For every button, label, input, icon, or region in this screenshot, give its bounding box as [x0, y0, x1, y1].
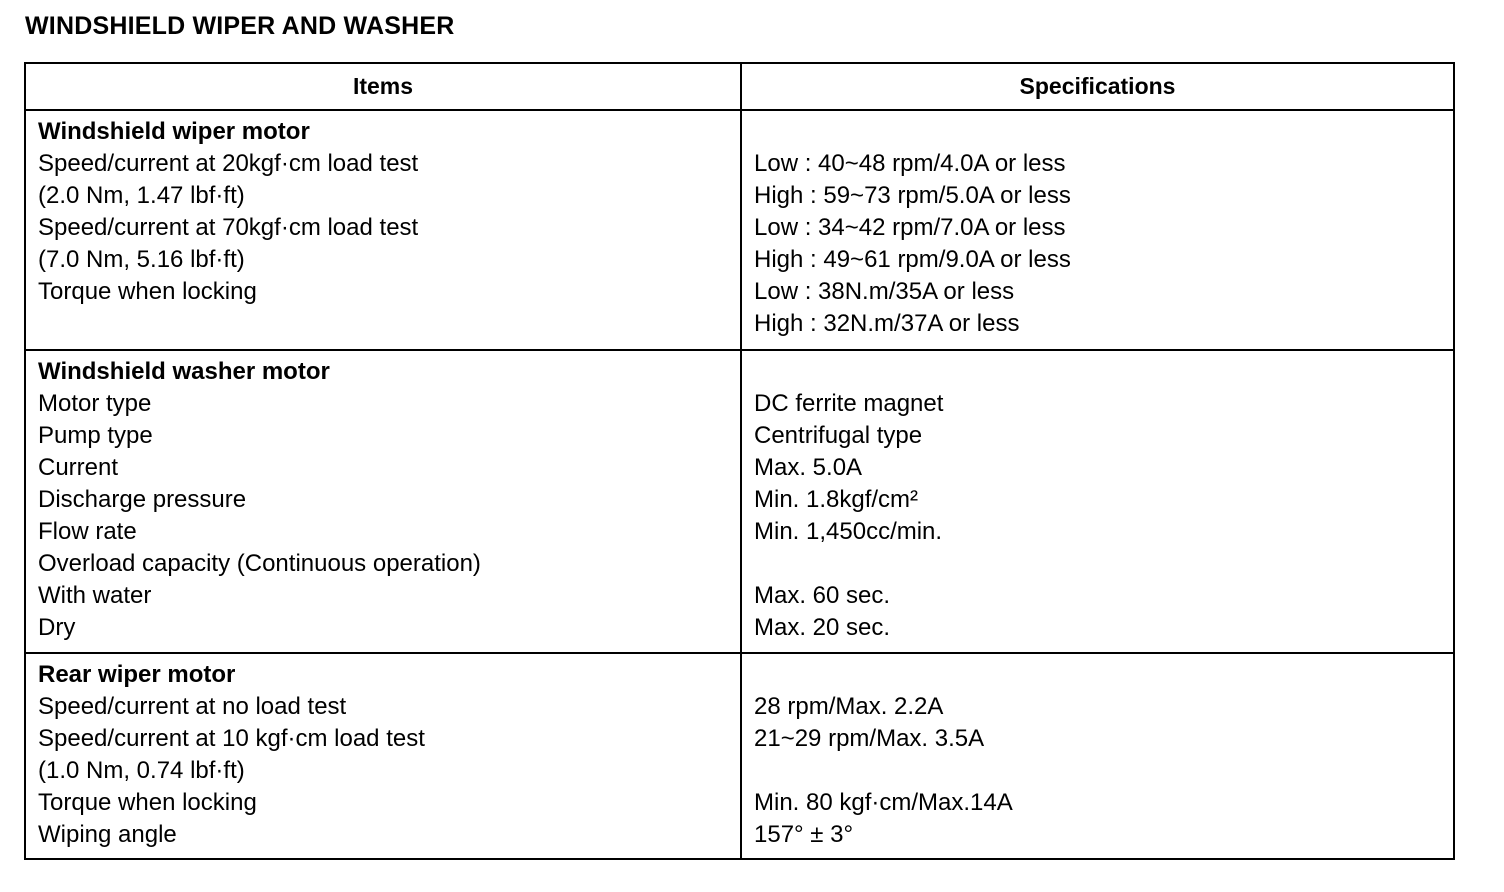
spec-line: 28 rpm/Max. 2.2A: [754, 693, 944, 720]
item-line: Current: [38, 454, 119, 481]
table-header: [26, 64, 1453, 111]
item-line: (2.0 Nm, 1.47 lbf·ft): [38, 182, 245, 209]
specs-cell: [742, 111, 1453, 349]
spec-line: Min. 1,450cc/min.: [754, 518, 943, 545]
spec-line: Min. 80 kgf·cm/Max.14A: [754, 789, 1013, 816]
page-title: WINDSHIELD WIPER AND WASHER: [25, 12, 455, 40]
items-cell: [26, 111, 742, 349]
specs-cell: [742, 351, 1453, 652]
item-line: Motor type: [38, 390, 152, 417]
spec-line: Max. 60 sec.: [754, 582, 891, 609]
item-line: Dry: [38, 614, 76, 641]
item-line: Speed/current at no load test: [38, 693, 347, 720]
spec-line: [754, 548, 1453, 580]
header-specifications: Specifications: [1019, 73, 1176, 99]
item-line: Speed/current at 20kgf·cm load test: [38, 150, 419, 177]
spec-line: 21~29 rpm/Max. 3.5A: [754, 725, 985, 752]
section-heading: Windshield wiper motor: [38, 118, 310, 145]
section-heading: Windshield washer motor: [38, 358, 330, 385]
item-line: Speed/current at 70kgf·cm load test: [38, 214, 419, 241]
item-line: [38, 308, 740, 340]
header-items: Items: [26, 64, 742, 109]
section-rear-wiper-motor: [26, 654, 1453, 858]
item-line: Torque when locking: [38, 278, 257, 305]
spec-line: High : 49~61 rpm/9.0A or less: [754, 246, 1071, 273]
item-line: (1.0 Nm, 0.74 lbf·ft): [38, 757, 245, 784]
section-heading: Rear wiper motor: [38, 661, 236, 688]
spec-line: High : 32N.m/37A or less: [754, 310, 1020, 337]
spec-line: Low : 34~42 rpm/7.0A or less: [754, 214, 1066, 241]
spec-line: DC ferrite magnet: [754, 390, 944, 417]
spec-line: 157° ± 3°: [754, 821, 854, 848]
section-windshield-washer-motor: [26, 351, 1453, 654]
spec-table: [24, 62, 1455, 860]
items-cell: [26, 654, 742, 858]
item-line: Discharge pressure: [38, 486, 247, 513]
specs-cell: [742, 654, 1453, 858]
spec-line: Min. 1.8kgf/cm²: [754, 486, 919, 513]
item-line: Flow rate: [38, 518, 137, 545]
item-line: Pump type: [38, 422, 153, 449]
spec-line: Max. 20 sec.: [754, 614, 891, 641]
item-line: Speed/current at 10 kgf·cm load test: [38, 725, 425, 752]
spec-line: [754, 755, 1453, 787]
items-cell: [26, 351, 742, 652]
item-line: Torque when locking: [38, 789, 257, 816]
item-line: Wiping angle: [38, 821, 177, 848]
section-windshield-wiper-motor: [26, 111, 1453, 351]
spec-line: High : 59~73 rpm/5.0A or less: [754, 182, 1071, 209]
item-line: With water: [38, 582, 152, 609]
item-line: (7.0 Nm, 5.16 lbf·ft): [38, 246, 245, 273]
spec-line: Max. 5.0A: [754, 454, 863, 481]
spec-line: Centrifugal type: [754, 422, 923, 449]
spec-line: Low : 40~48 rpm/4.0A or less: [754, 150, 1066, 177]
item-line: Overload capacity (Continuous operation): [38, 550, 481, 577]
spec-line: Low : 38N.m/35A or less: [754, 278, 1015, 305]
